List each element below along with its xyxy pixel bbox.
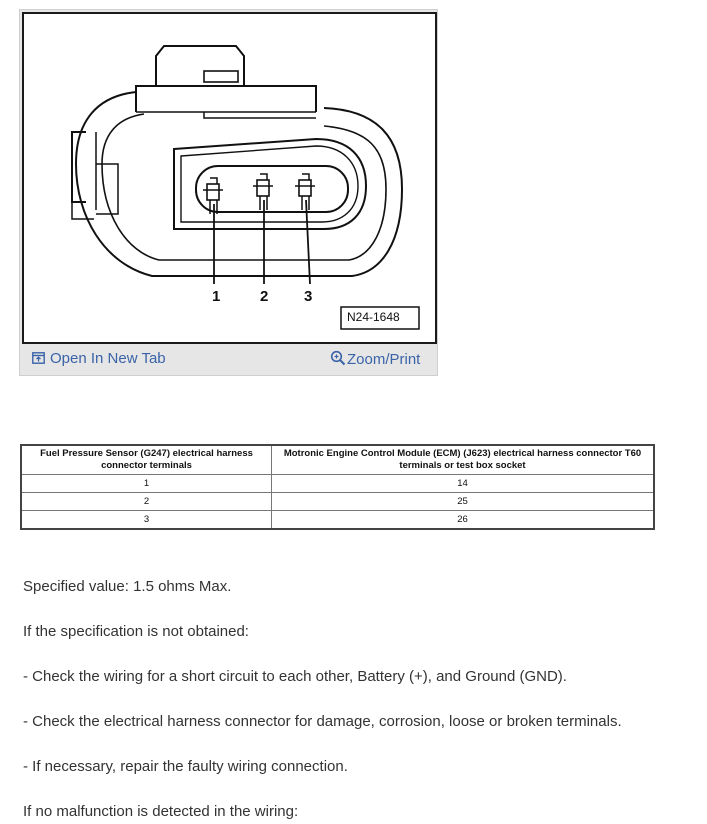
zoom-print-link[interactable] [330,350,420,370]
column-header-ecm: Motronic Engine Control Module (ECM) (J623) electrical harness connector T60 terminals or test box socket [272,445,655,475]
repair-wiring-step: - If necessary, repair the faulty wiring connection. [23,758,348,775]
magnifier-icon [330,350,346,370]
sensor-terminal-cell: 3 [21,511,272,530]
terminal-mapping-table [20,444,655,530]
specified-value-text: Specified value: 1.5 ohms Max. [23,578,232,595]
no-malfunction-text: If no malfunction is detected in the wiring: [23,803,299,820]
connector-diagram [22,12,437,344]
open-in-new-tab-link[interactable] [32,350,166,368]
table-row [21,475,654,493]
table-row [21,511,654,530]
pin-label-3: 3 [304,288,313,305]
open-tab-icon [32,351,45,368]
open-in-new-tab-label: Open In New Tab [50,350,166,367]
lock-tab [156,46,244,86]
connector-drawing [24,14,435,342]
ecm-terminal-cell: 26 [272,511,655,530]
lock-window [204,71,238,82]
ecm-terminal-cell: 25 [272,493,655,511]
terminal-3 [295,174,315,210]
ecm-terminal-cell: 14 [272,475,655,493]
column-header-sensor: Fuel Pressure Sensor (G247) electrical harness connector terminals [21,445,272,475]
sensor-terminal-cell: 1 [21,475,272,493]
pin-label-1: 1 [212,288,221,305]
zoom-print-label: Zoom/Print [347,350,421,368]
sensor-terminal-cell: 2 [21,493,272,511]
table-row [21,493,654,511]
terminal-2 [253,174,273,210]
table-header-row [21,445,654,475]
figure-id: N24-1648 [347,310,400,324]
pin-label-2: 2 [260,288,269,305]
connector-figure [19,9,438,376]
socket-body [174,139,366,229]
check-connector-step: - Check the electrical harness connector for damage, corrosion, loose or broken terminals. [23,713,622,730]
spec-not-obtained-text: If the specification is not obtained: [23,623,249,640]
check-wiring-step: - Check the wiring for a short circuit to each other, Battery (+), and Ground (GND). [23,668,567,685]
